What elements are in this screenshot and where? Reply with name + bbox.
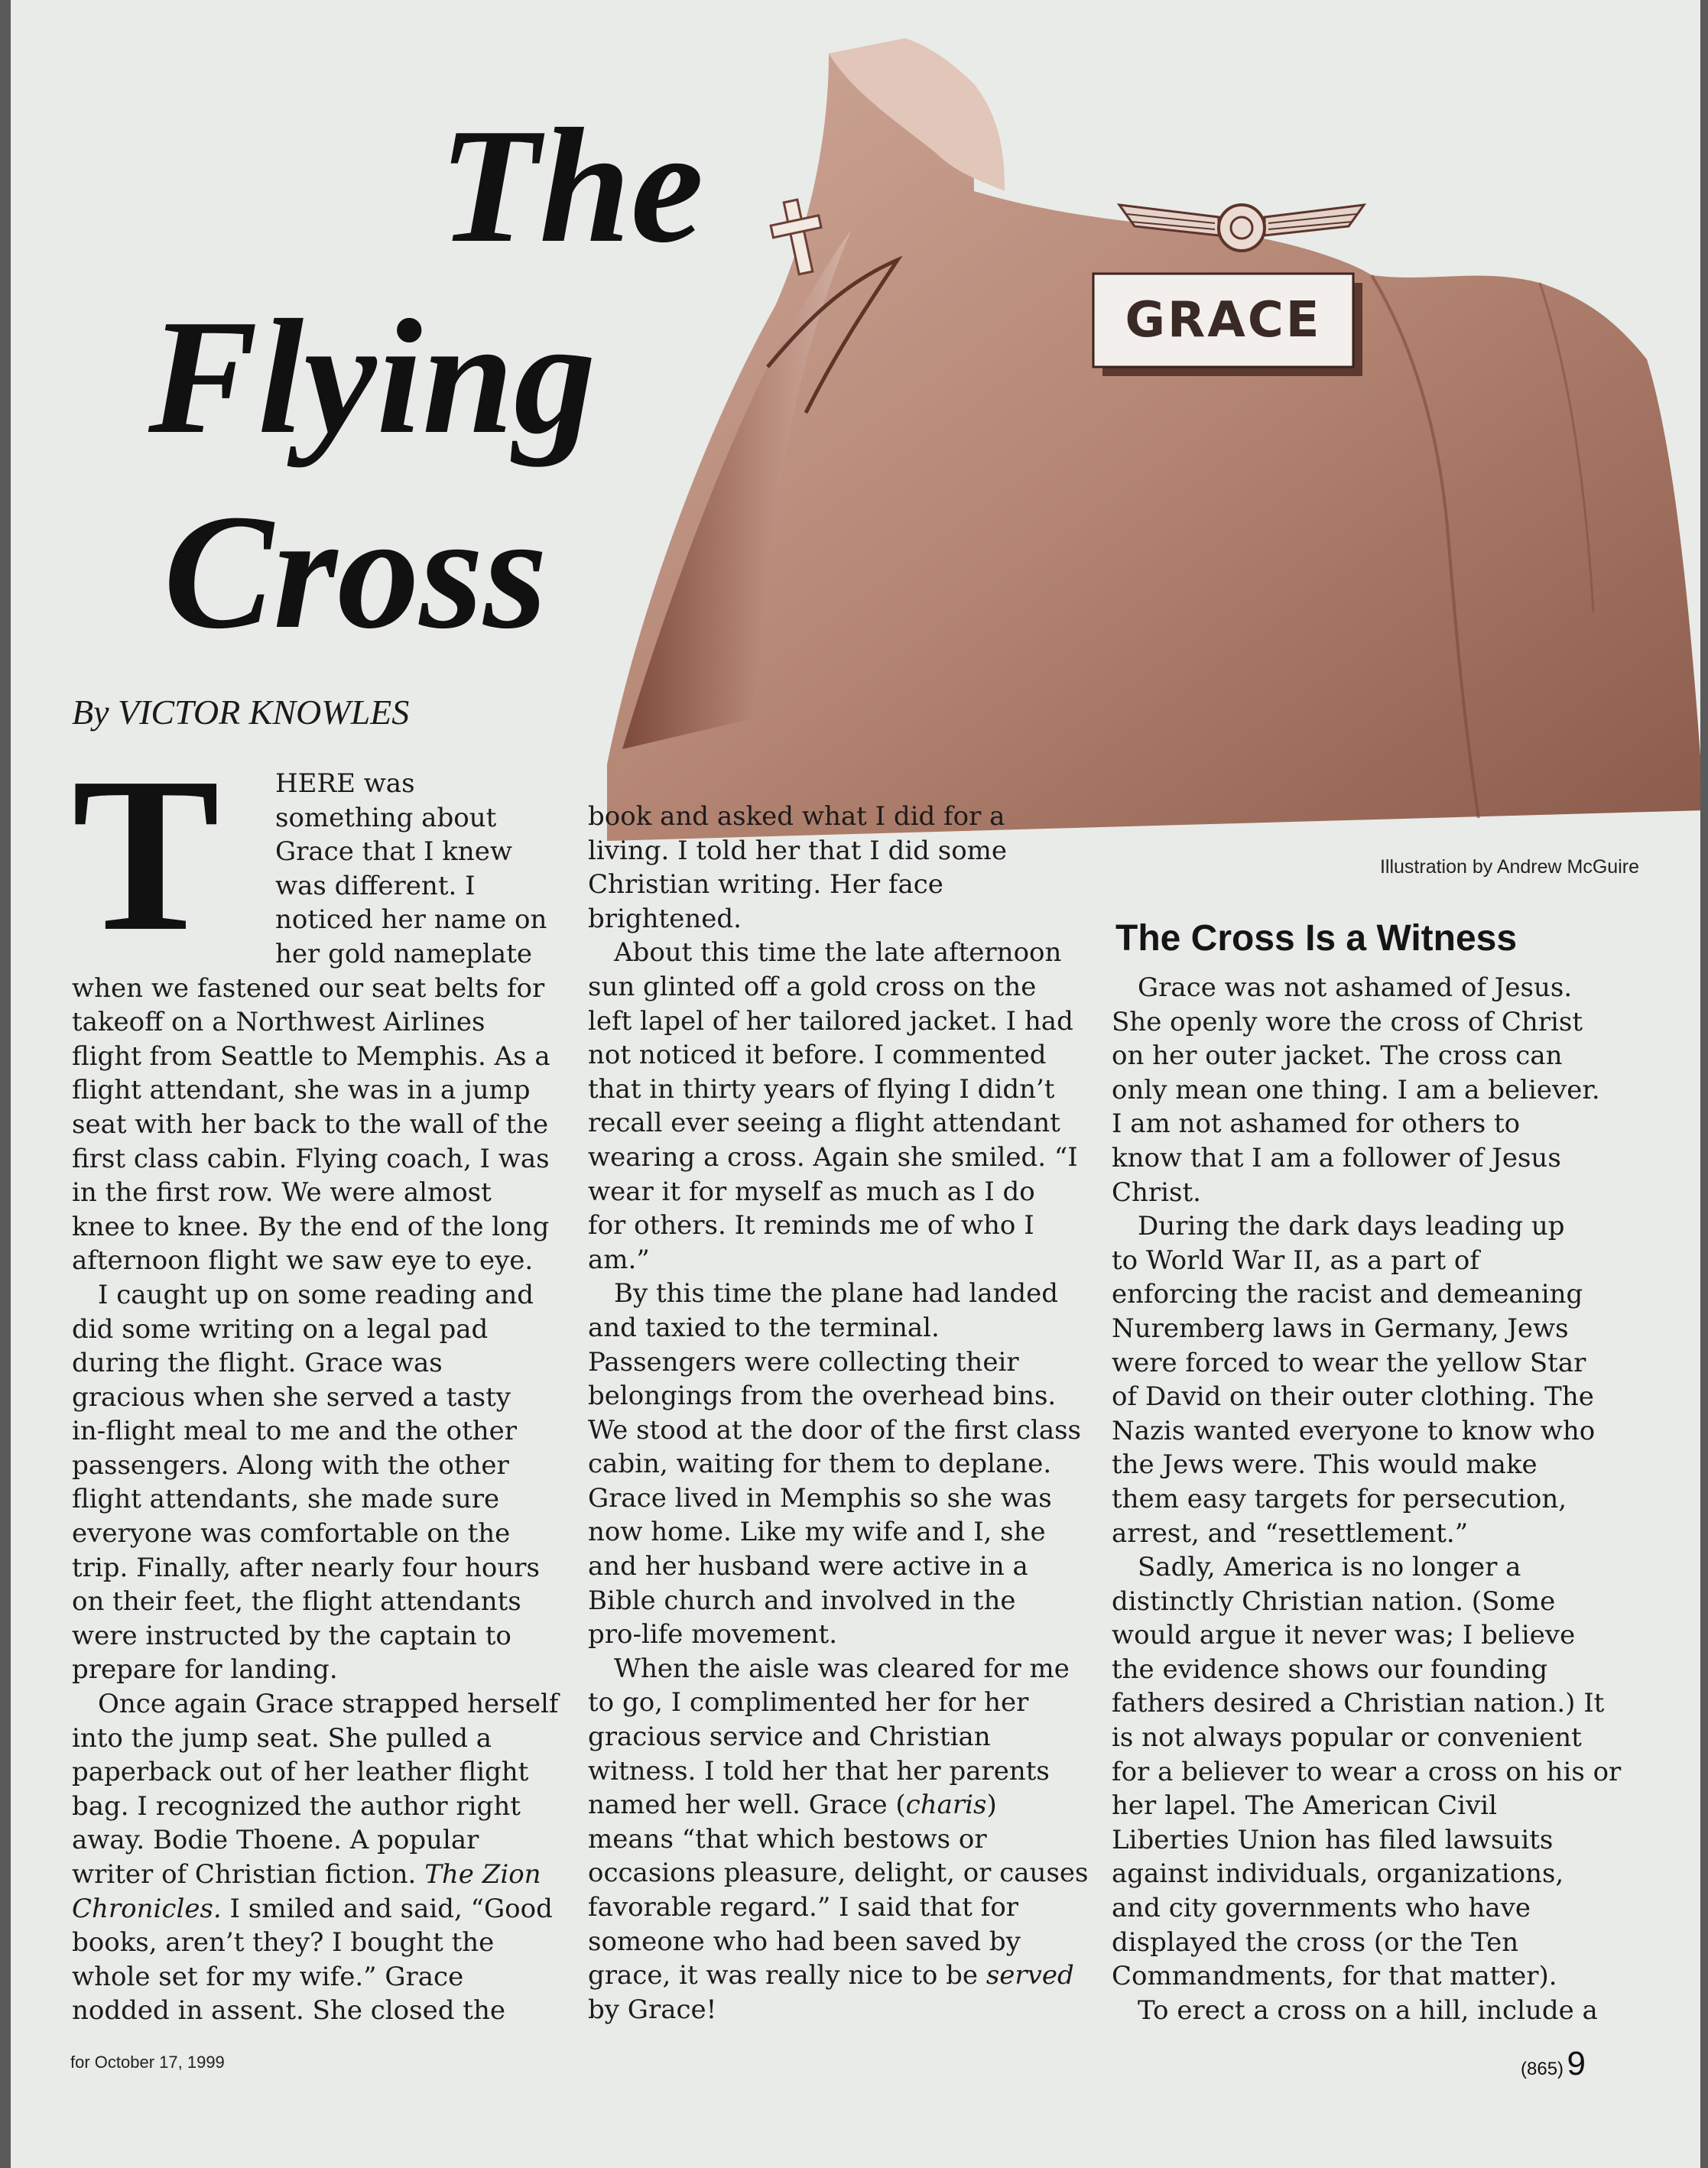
text-line: witness. I told her that her parents (588, 1755, 1050, 1787)
text-line: About this time the late afternoon (614, 937, 1062, 969)
drop-cap: T (72, 732, 220, 977)
magazine-page (11, 0, 1700, 2168)
text-line: nodded in assent. She closed the (72, 1995, 505, 2027)
text-line: Grace that I knew (275, 836, 512, 868)
text-line (72, 1892, 561, 1926)
text-line: sun glinted off a gold cross on the (588, 971, 1037, 1002)
paragraph-3 (72, 1687, 561, 2028)
paragraph-2 (72, 1278, 561, 1687)
text-line: for a believer to wear a cross on his or (1112, 1756, 1622, 1787)
text-line: By this time the plane had landed (614, 1278, 1059, 1310)
nameplate-text: GRACE (1125, 292, 1322, 349)
text-line: them easy targets for persecution, (1112, 1483, 1567, 1514)
paragraph-7 (1112, 971, 1616, 1209)
text-line: someone who had been saved by (588, 1926, 1021, 1957)
text-line: first class cabin. Flying coach, I was (72, 1143, 550, 1174)
text-line: her gold nameplate (275, 938, 532, 969)
text-line: afternoon flight we saw eye to eye. (72, 1245, 534, 1277)
text-line: Bible church and involved in the (588, 1585, 1016, 1616)
paragraph-6 (588, 1652, 1089, 2027)
text-line: were forced to wear the yellow Star (1112, 1347, 1586, 1378)
paragraph-8 (1112, 1209, 1616, 1550)
text-line: on their feet, the flight attendants (72, 1586, 521, 1618)
text-run: ) (986, 1790, 997, 1821)
text-run: writer of Christian fiction. (72, 1859, 425, 1890)
text-line: left lapel of her tailored jacket. I had (588, 1005, 1073, 1037)
text-line: Grace lived in Memphis so she was (588, 1482, 1052, 1514)
text-line: trip. Finally, after nearly four hours (72, 1552, 540, 1583)
text-line: To erect a cross on a hill, include a (1138, 1994, 1598, 2026)
book-title: The Zion (424, 1859, 541, 1890)
text-line: of David on their outer clothing. The (1112, 1381, 1594, 1413)
paragraph-5 (588, 1277, 1082, 1652)
text-line (72, 1858, 561, 1892)
text-line: whole set for my wife.” Grace (72, 1961, 464, 1992)
text-line: Grace was not ashamed of Jesus. (1138, 972, 1573, 1003)
text-line: only mean one thing. I am a believer. (1112, 1074, 1600, 1105)
article-column-2 (588, 800, 1089, 2027)
text-line: her lapel. The American Civil (1112, 1790, 1498, 1822)
text-line: flight from Seattle to Memphis. As a (72, 1040, 550, 1072)
text-line: paperback out of her leather flight (72, 1757, 529, 1788)
title-line-3: Cross (164, 480, 547, 663)
byline: By VICTOR KNOWLES (72, 693, 410, 732)
text-line: Sadly, America is no longer a (1138, 1552, 1521, 1583)
text-line: know that I am a follower of Jesus (1112, 1142, 1561, 1173)
text-line: When the aisle was cleared for me (614, 1653, 1070, 1684)
text-line: flight attendant, she was in a jump (72, 1075, 531, 1106)
issue-date: for October 17, 1999 (70, 2053, 225, 2072)
text-line: the Jews were. This would make (1112, 1449, 1538, 1481)
text-line: flight attendants, she made sure (72, 1484, 500, 1515)
article-column-1 (72, 732, 561, 2028)
text-line: book and asked what I did for a (588, 801, 1005, 832)
text-line: cabin, waiting for them to deplane. (588, 1449, 1052, 1480)
text-line: the evidence shows our founding (1112, 1654, 1548, 1685)
illustration-credit: Illustration by Andrew McGuire (1379, 856, 1639, 878)
text-line (588, 1959, 1077, 1993)
article-column-3 (1112, 971, 1622, 2027)
text-line: She openly wore the cross of Christ (1112, 1006, 1583, 1037)
text-run: I smiled and said, “Good (221, 1893, 553, 1924)
text-line: and taxied to the terminal. (588, 1312, 940, 1343)
text-line: and her husband were active in a (588, 1551, 1028, 1582)
text-line: away. Bodie Thoene. A popular (72, 1825, 479, 1856)
text-line: when we fastened our seat belts for (72, 972, 545, 1004)
paragraph-3-cont (588, 800, 1077, 936)
text-line: by Grace! (588, 1994, 717, 2025)
text-line: fathers desired a Christian nation.) It (1112, 1688, 1605, 1719)
text-line: and city governments who have (1112, 1893, 1531, 1924)
text-line: that in thirty years of flying I didn’t (588, 1073, 1055, 1105)
text-line: on her outer jacket. The cross can (1112, 1040, 1563, 1072)
text-line: takeoff on a Northwest Airlines (72, 1007, 485, 1038)
text-line: displayed the cross (or the Ten (1112, 1926, 1519, 1958)
text-line: Once again Grace strapped herself (98, 1689, 559, 1720)
text-line: distinctly Christian nation. (Some (1112, 1585, 1556, 1617)
text-line: Nuremberg laws in Germany, Jews (1112, 1313, 1569, 1344)
text-line: during the flight. Grace was (72, 1348, 443, 1379)
text-line: seat with her back to the wall of the (72, 1108, 549, 1140)
text-line: everyone was comfortable on the (72, 1518, 511, 1550)
text-line: prepare for landing. (72, 1654, 338, 1686)
text-line: occasions pleasure, delight, or causes (588, 1858, 1089, 1889)
flight-attendant-jacket-illustration (576, 31, 1700, 841)
text-line: Commandments, for that matter). (1112, 1961, 1557, 1992)
text-line: passengers. Along with the other (72, 1449, 509, 1481)
text-line: in the first row. We were almost (72, 1177, 492, 1209)
emphasis: served (986, 1960, 1074, 1991)
text-line: against individuals, organizations, (1112, 1858, 1564, 1890)
text-line: to World War II, as a part of (1112, 1245, 1479, 1276)
text-line: gracious service and Christian (588, 1722, 991, 1753)
text-line: was different. I (275, 870, 476, 901)
text-line: to go, I complimented her for her (588, 1687, 1029, 1718)
text-run: named her well. Grace ( (588, 1790, 906, 1821)
paragraph-10 (1112, 1994, 1616, 2028)
section-heading: The Cross Is a Witness (1115, 918, 1518, 959)
text-line: I am not ashamed for others to (1112, 1108, 1521, 1140)
text-line: During the dark days leading up (1138, 1211, 1565, 1242)
text-line: now home. Like my wife and I, she (588, 1517, 1046, 1548)
text-line: something about (275, 802, 497, 833)
folio-number: (865) (1521, 2059, 1564, 2079)
text-line: Passengers were collecting their (588, 1346, 1019, 1378)
text-line (588, 1788, 1077, 1822)
text-line: not noticed it before. I commented (588, 1040, 1047, 1071)
text-line: wearing a cross. Again she smiled. “I (588, 1141, 1078, 1173)
text-line: were instructed by the captain to (72, 1620, 511, 1651)
text-line: into the jump seat. She pulled a (72, 1722, 492, 1754)
paragraph-4 (588, 936, 1077, 1277)
text-line: bag. I recognized the author right (72, 1790, 521, 1822)
text-line: means “that which bestows or (588, 1823, 987, 1855)
page-number (1521, 2045, 1586, 2083)
title-line-1: The (439, 94, 704, 277)
text-line: am.” (588, 1244, 650, 1275)
text-line: would argue it never was; I believe (1112, 1620, 1576, 1651)
nameplate (1093, 274, 1362, 376)
text-line: wear it for myself as much as I do (588, 1176, 1035, 1207)
text-line: recall ever seeing a flight attendant (588, 1108, 1060, 1139)
text-line: arrest, and “resettlement.” (1112, 1517, 1469, 1549)
text-line: enforcing the racist and demeaning (1112, 1279, 1583, 1310)
text-line: Christian writing. Her face (588, 869, 943, 901)
book-title: Chronicles. (72, 1893, 222, 1924)
text-run: grace, it was really nice to be (588, 1960, 986, 1991)
text-line: HERE was (275, 768, 415, 799)
greek-word: charis (905, 1790, 987, 1821)
text-line: Christ. (1112, 1176, 1201, 1208)
text-line: gracious when she served a tasty (72, 1381, 511, 1413)
page-number-value: 9 (1567, 2045, 1586, 2082)
text-line: did some writing on a legal pad (72, 1313, 489, 1345)
paragraph-1-cont (72, 972, 561, 1278)
text-line: Liberties Union has filed lawsuits (1112, 1824, 1554, 1855)
text-line: living. I told her that I did some (588, 835, 1008, 866)
text-line: in-flight meal to me and the other (72, 1416, 518, 1447)
text-line: brightened. (588, 903, 742, 934)
text-line: belongings from the overhead bins. (588, 1381, 1057, 1412)
text-line: for others. It reminds me of who I (588, 1210, 1034, 1241)
text-line: pro-life movement. (588, 1619, 838, 1650)
text-line: noticed her name on (275, 904, 547, 936)
title-line-2: Flying (148, 285, 596, 468)
paragraph-9 (1112, 1550, 1622, 1994)
text-line: favorable regard.” I said that for (588, 1892, 1019, 1923)
text-line: Nazis wanted everyone to know who (1112, 1415, 1596, 1446)
text-line: knee to knee. By the end of the long (72, 1211, 550, 1242)
text-line: books, aren’t they? I bought the (72, 1927, 495, 1959)
text-line: I caught up on some reading and (98, 1279, 534, 1310)
text-line: We stood at the door of the first class (588, 1414, 1082, 1446)
text-line: is not always popular or convenient (1112, 1722, 1582, 1754)
